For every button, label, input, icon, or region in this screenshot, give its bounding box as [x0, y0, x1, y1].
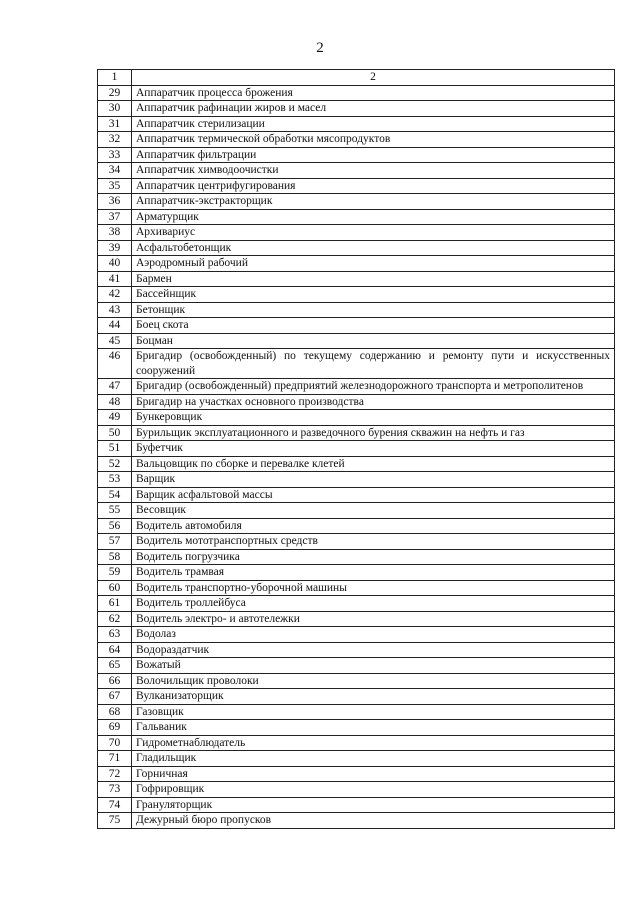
occupation-name: Аэродромный рабочий: [132, 256, 615, 272]
occupation-name: Аппаратчик стерилизации: [132, 116, 615, 132]
table-row: [98, 379, 615, 395]
table-row: [98, 194, 615, 210]
occupations-table: [97, 69, 615, 829]
table-row: [98, 549, 615, 565]
table-row: [98, 456, 615, 472]
row-number: 69: [98, 720, 132, 736]
table-row: [98, 658, 615, 674]
row-number: 35: [98, 178, 132, 194]
row-number: 44: [98, 318, 132, 334]
row-number: 57: [98, 534, 132, 550]
row-number: 34: [98, 163, 132, 179]
occupation-name: Вальцовщик по сборке и перевалке клетей: [132, 456, 615, 472]
occupation-name: Вулканизаторщик: [132, 689, 615, 705]
table-row: [98, 782, 615, 798]
occupation-name: Варщик: [132, 472, 615, 488]
occupation-name: Газовщик: [132, 704, 615, 720]
table-row: [98, 813, 615, 829]
table-row: [98, 518, 615, 534]
row-number: 39: [98, 240, 132, 256]
table-row: [98, 689, 615, 705]
table-row: [98, 178, 615, 194]
occupation-name: Бригадир (освобожденный) по текущему содержанию и ремонту пути и искусственных сооружений: [132, 349, 615, 379]
row-number: 61: [98, 596, 132, 612]
table-row: [98, 735, 615, 751]
row-number: 68: [98, 704, 132, 720]
table-row: [98, 503, 615, 519]
row-number: 63: [98, 627, 132, 643]
occupation-name: Бурильщик эксплуатационного и разведочного бурения скважин на нефть и газ: [132, 425, 615, 441]
table-row: [98, 287, 615, 303]
table-row: [98, 580, 615, 596]
occupation-name: Аппаратчик фильтрации: [132, 147, 615, 163]
table-row: [98, 534, 615, 550]
row-number: 59: [98, 565, 132, 581]
occupation-name: Асфальтобетонщик: [132, 240, 615, 256]
table-row: [98, 627, 615, 643]
row-number: 40: [98, 256, 132, 272]
occupation-name: Гладильщик: [132, 751, 615, 767]
occupation-name: Бункеровщик: [132, 410, 615, 426]
row-number: 49: [98, 410, 132, 426]
occupation-name: Водитель трамвая: [132, 565, 615, 581]
table-row: [98, 751, 615, 767]
occupation-name: Бригадир на участках основного производства: [132, 394, 615, 410]
row-number: 60: [98, 580, 132, 596]
table-row: [98, 394, 615, 410]
row-number: 31: [98, 116, 132, 132]
table-row: [98, 101, 615, 117]
occupation-name: Водолаз: [132, 627, 615, 643]
row-number: 41: [98, 271, 132, 287]
table-row: [98, 441, 615, 457]
row-number: 70: [98, 735, 132, 751]
row-number: 66: [98, 673, 132, 689]
table-row: [98, 240, 615, 256]
table-row: [98, 611, 615, 627]
row-number: 74: [98, 797, 132, 813]
occupation-name: Аппаратчик химводоочистки: [132, 163, 615, 179]
row-number: 37: [98, 209, 132, 225]
row-number: 64: [98, 642, 132, 658]
occupation-name: Водитель погрузчика: [132, 549, 615, 565]
table-row: [98, 225, 615, 241]
table-row: [98, 302, 615, 318]
row-number: 62: [98, 611, 132, 627]
occupation-name: Гофрировщик: [132, 782, 615, 798]
table-row: [98, 565, 615, 581]
occupation-name: Гидрометнаблюдатель: [132, 735, 615, 751]
row-number: 48: [98, 394, 132, 410]
table-row: [98, 720, 615, 736]
occupation-name: Водитель мототранспортных средств: [132, 534, 615, 550]
row-number: 43: [98, 302, 132, 318]
row-number: 36: [98, 194, 132, 210]
occupation-name: Бассейнщик: [132, 287, 615, 303]
row-number: 73: [98, 782, 132, 798]
occupation-name: Арматурщик: [132, 209, 615, 225]
occupation-name: Аппаратчик центрифугирования: [132, 178, 615, 194]
occupation-name: Аппаратчик-экстракторщик: [132, 194, 615, 210]
table-row: [98, 410, 615, 426]
row-number: 56: [98, 518, 132, 534]
table-row: [98, 797, 615, 813]
occupation-name: Аппаратчик термической обработки мясопродуктов: [132, 132, 615, 148]
occupation-name: Водитель троллейбуса: [132, 596, 615, 612]
row-number: 72: [98, 766, 132, 782]
table-row: [98, 163, 615, 179]
row-number: 29: [98, 85, 132, 101]
row-number: 47: [98, 379, 132, 395]
table-row: [98, 271, 615, 287]
row-number: 65: [98, 658, 132, 674]
occupation-name: Водитель электро- и автотележки: [132, 611, 615, 627]
column-header-name: 2: [132, 70, 615, 86]
occupation-name: Вожатый: [132, 658, 615, 674]
table-row: [98, 349, 615, 379]
table-header-row: [98, 70, 615, 86]
table-row: [98, 425, 615, 441]
table-row: [98, 116, 615, 132]
occupation-name: Аппаратчик процесса брожения: [132, 85, 615, 101]
row-number: 46: [98, 349, 132, 379]
occupation-name: Грануляторщик: [132, 797, 615, 813]
row-number: 32: [98, 132, 132, 148]
table-row: [98, 333, 615, 349]
occupation-name: Водитель автомобиля: [132, 518, 615, 534]
occupation-name: Аппаратчик рафинации жиров и масел: [132, 101, 615, 117]
occupation-name: Бригадир (освобожденный) предприятий железнодорожного транспорта и метрополитенов: [132, 379, 615, 395]
row-number: 58: [98, 549, 132, 565]
row-number: 30: [98, 101, 132, 117]
table-row: [98, 673, 615, 689]
table-row: [98, 642, 615, 658]
occupation-name: Варщик асфальтовой массы: [132, 487, 615, 503]
row-number: 52: [98, 456, 132, 472]
occupation-name: Боцман: [132, 333, 615, 349]
row-number: 75: [98, 813, 132, 829]
table-row: [98, 472, 615, 488]
table-row: [98, 766, 615, 782]
row-number: 38: [98, 225, 132, 241]
table-row: [98, 209, 615, 225]
column-header-number: 1: [98, 70, 132, 86]
row-number: 42: [98, 287, 132, 303]
row-number: 55: [98, 503, 132, 519]
occupation-name: Горничная: [132, 766, 615, 782]
occupation-name: Дежурный бюро пропусков: [132, 813, 615, 829]
occupation-name: Бетонщик: [132, 302, 615, 318]
row-number: 53: [98, 472, 132, 488]
occupation-name: Гальваник: [132, 720, 615, 736]
row-number: 51: [98, 441, 132, 457]
occupation-name: Водитель транспортно-уборочной машины: [132, 580, 615, 596]
row-number: 67: [98, 689, 132, 705]
table-row: [98, 596, 615, 612]
row-number: 50: [98, 425, 132, 441]
table-row: [98, 132, 615, 148]
table-row: [98, 487, 615, 503]
table-row: [98, 704, 615, 720]
occupation-name: Водораздатчик: [132, 642, 615, 658]
row-number: 71: [98, 751, 132, 767]
page-number: 2: [316, 40, 324, 56]
occupation-name: Весовщик: [132, 503, 615, 519]
occupation-name: Архивариус: [132, 225, 615, 241]
table-row: [98, 256, 615, 272]
table-row: [98, 318, 615, 334]
table-row: [98, 85, 615, 101]
row-number: 33: [98, 147, 132, 163]
table-row: [98, 147, 615, 163]
occupation-name: Боец скота: [132, 318, 615, 334]
row-number: 54: [98, 487, 132, 503]
row-number: 45: [98, 333, 132, 349]
occupation-name: Волочильщик проволоки: [132, 673, 615, 689]
occupation-name: Буфетчик: [132, 441, 615, 457]
occupation-name: Бармен: [132, 271, 615, 287]
